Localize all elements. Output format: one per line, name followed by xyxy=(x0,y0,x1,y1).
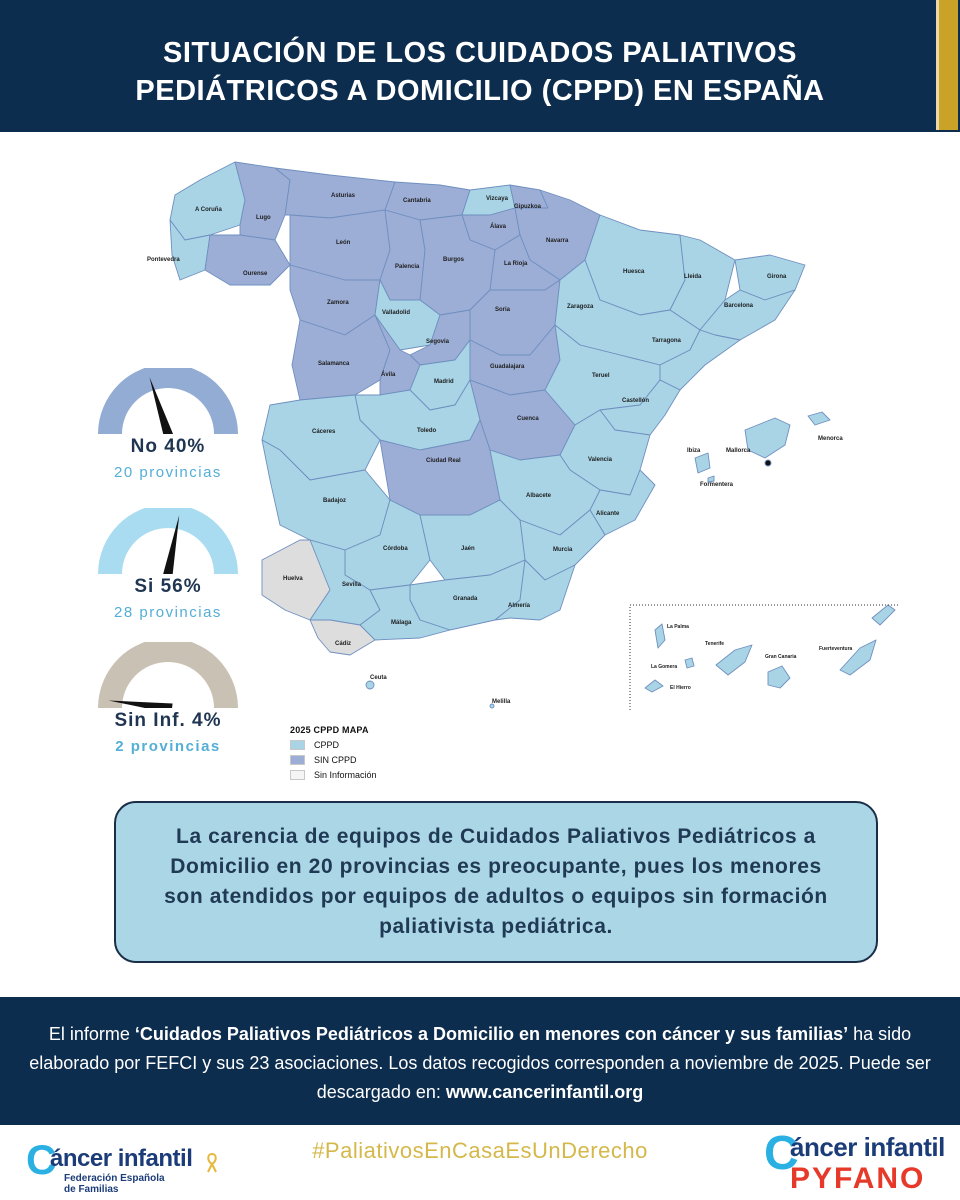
map-label: Vizcaya xyxy=(486,196,508,202)
legend-label: Sin Información xyxy=(314,770,377,780)
map-label: A Coruña xyxy=(195,207,222,213)
map-label: Lleida xyxy=(684,274,702,280)
gauge-no-sub: 20 provincias xyxy=(114,464,222,481)
gauge-no xyxy=(98,368,238,481)
logo-pyfano: PYFANO xyxy=(790,1162,926,1195)
logo-subtitle xyxy=(64,1173,165,1195)
map-label: Soria xyxy=(495,307,511,313)
map-label: La Palma xyxy=(667,624,689,630)
legend-swatch xyxy=(290,770,305,780)
gauge-si-label: Si 56% xyxy=(134,576,202,597)
map-label: La Rioja xyxy=(504,261,528,267)
map-label: Tenerife xyxy=(705,641,725,647)
map-label: Salamanca xyxy=(318,361,350,367)
logo-cancer-infantil-pyfano xyxy=(762,1127,952,1196)
callout-text: La carencia de equipos de Cuidados Paliativos Pediátricos a Domicilio en 20 provincias es preocupante, pues los menores son atendidos por equipos de adultos o equipos sin formación paliativista pediátrica. xyxy=(164,825,828,938)
title-line-2: PEDIÁTRICOS A DOMICILIO (CPPD) EN ESPAÑA xyxy=(135,75,825,107)
logo-subtitle-line2: de Familias xyxy=(64,1184,119,1195)
map-label: Mallorca xyxy=(726,448,751,454)
el-hierro xyxy=(645,680,663,692)
map-label: Menorca xyxy=(818,436,843,442)
map-label: Toledo xyxy=(417,428,437,434)
map-label: Cuenca xyxy=(517,416,539,422)
map-label: Zaragoza xyxy=(567,304,594,310)
gauge-sin-info-sub: 2 provincias xyxy=(115,738,221,755)
gauge-sin-info-label: Sin Inf. 4% xyxy=(114,710,222,731)
map-label: Formentera xyxy=(700,482,734,488)
map-label: Córdoba xyxy=(383,546,408,552)
map-label: Melilla xyxy=(492,699,511,705)
la-palma xyxy=(655,624,665,648)
ribbon-icon xyxy=(206,1152,218,1174)
menorca xyxy=(808,412,830,425)
website-link[interactable]: www.cancerinfantil.org xyxy=(445,1082,644,1102)
legend-item-sin-cppd xyxy=(290,755,377,765)
map-label: Badajoz xyxy=(323,498,347,504)
province-a-coruna xyxy=(170,162,245,240)
map-label: Cantabria xyxy=(403,198,431,204)
map-label: Gran Canaria xyxy=(765,654,797,660)
ceuta xyxy=(366,681,374,689)
map-label: Palencia xyxy=(395,264,420,270)
title-line-1: SITUACIÓN DE LOS CUIDADOS PALIATIVOS xyxy=(162,37,797,69)
map-label: Pontevedra xyxy=(147,257,180,263)
footer-intro: El informe xyxy=(48,1024,135,1044)
logo-wordmark: áncer infantil xyxy=(790,1132,945,1162)
map-label: Almería xyxy=(508,603,531,609)
legend-item-sin-info xyxy=(290,770,377,780)
map-label: Asturias xyxy=(331,193,356,199)
footer-body: ha sido elaborado por FEFCI y sus 23 asociaciones. Los datos recogidos corresponden a noviembre de 2025. Puede ser descargado en: xyxy=(29,1024,931,1102)
cabrera xyxy=(765,460,771,466)
map-label: Albacete xyxy=(526,493,552,499)
map-label: Zamora xyxy=(327,300,349,306)
map-label: Madrid xyxy=(434,379,454,385)
map-label: Ceuta xyxy=(370,675,387,681)
la-gomera xyxy=(685,658,694,668)
map-label: Huesca xyxy=(623,269,645,275)
legend-swatch xyxy=(290,740,305,750)
logo-cancer-infantil-fefci xyxy=(24,1136,224,1195)
gauge-no-label: No 40% xyxy=(130,436,206,457)
map-label: Ourense xyxy=(243,271,268,277)
logo-c-mark: C xyxy=(764,1127,799,1180)
logo-wordmark: áncer infantil xyxy=(50,1145,193,1172)
map-label: Burgos xyxy=(443,257,464,263)
map-label: León xyxy=(336,240,351,246)
gauge-si xyxy=(98,508,238,621)
map-label: Castellón xyxy=(622,398,650,404)
province-ourense xyxy=(205,235,290,285)
report-title: ‘Cuidados Paliativos Pediátricos a Domicilio en menores con cáncer y sus familias’ xyxy=(134,1024,849,1044)
legend-swatch xyxy=(290,755,305,765)
map-label: Teruel xyxy=(592,373,610,379)
map-label: Ciudad Real xyxy=(426,458,461,464)
mallorca xyxy=(745,418,790,458)
map-label: Girona xyxy=(767,274,787,280)
gauge-sin-info xyxy=(98,642,238,755)
map-label: Lugo xyxy=(256,215,271,221)
legend-label: SIN CPPD xyxy=(314,755,357,765)
legend-item-cppd xyxy=(290,740,377,750)
map-label: Guadalajara xyxy=(490,364,525,370)
map-label: Navarra xyxy=(546,238,569,244)
ibiza xyxy=(695,453,710,473)
map-label: Murcia xyxy=(553,547,573,553)
map-label: Barcelona xyxy=(724,303,754,309)
lanzarote xyxy=(872,605,895,625)
map-label: Jaén xyxy=(461,546,475,552)
gran-canaria xyxy=(768,666,790,688)
map-label: Málaga xyxy=(391,620,412,626)
gauge-sin-info-dial xyxy=(98,642,238,708)
page-title xyxy=(0,34,960,110)
map-label: La Gomera xyxy=(651,664,678,670)
map-label: Huelva xyxy=(283,576,303,582)
legend-title: 2025 CPPD MAPA xyxy=(290,725,369,735)
map-label: Segovia xyxy=(426,339,450,345)
map-label: Cáceres xyxy=(312,429,336,435)
map-label: Gipuzkoa xyxy=(514,204,542,210)
tenerife xyxy=(716,645,752,675)
map-label: Valencia xyxy=(588,457,613,463)
gauge-si-dial xyxy=(98,508,238,574)
map-label: Cádiz xyxy=(335,641,352,647)
map-label: Álava xyxy=(490,224,507,230)
legend-label: CPPD xyxy=(314,740,340,750)
hashtag: #PaliativosEnCasaEsUnDerecho xyxy=(312,1138,648,1163)
gauge-si-sub: 28 provincias xyxy=(114,604,222,621)
footer-text xyxy=(18,1020,942,1107)
map-legend xyxy=(290,725,377,780)
gold-accent-bar xyxy=(936,0,958,130)
map-label: Fuerteventura xyxy=(819,646,853,652)
logo-subtitle-line1: Federación Española xyxy=(64,1173,165,1184)
map-label: Valladolid xyxy=(382,310,411,316)
map-label: Ávila xyxy=(381,372,396,378)
map-label: Sevilla xyxy=(342,582,362,588)
logo-c-mark: C xyxy=(26,1136,57,1183)
map-label: El Hierro xyxy=(670,685,691,691)
callout-box xyxy=(114,801,878,963)
map-label: Alicante xyxy=(596,511,620,517)
map-label: Tarragona xyxy=(652,338,681,344)
gauge-no-dial xyxy=(98,368,238,434)
map-label: Ibiza xyxy=(687,448,701,454)
map-label: Granada xyxy=(453,596,478,602)
